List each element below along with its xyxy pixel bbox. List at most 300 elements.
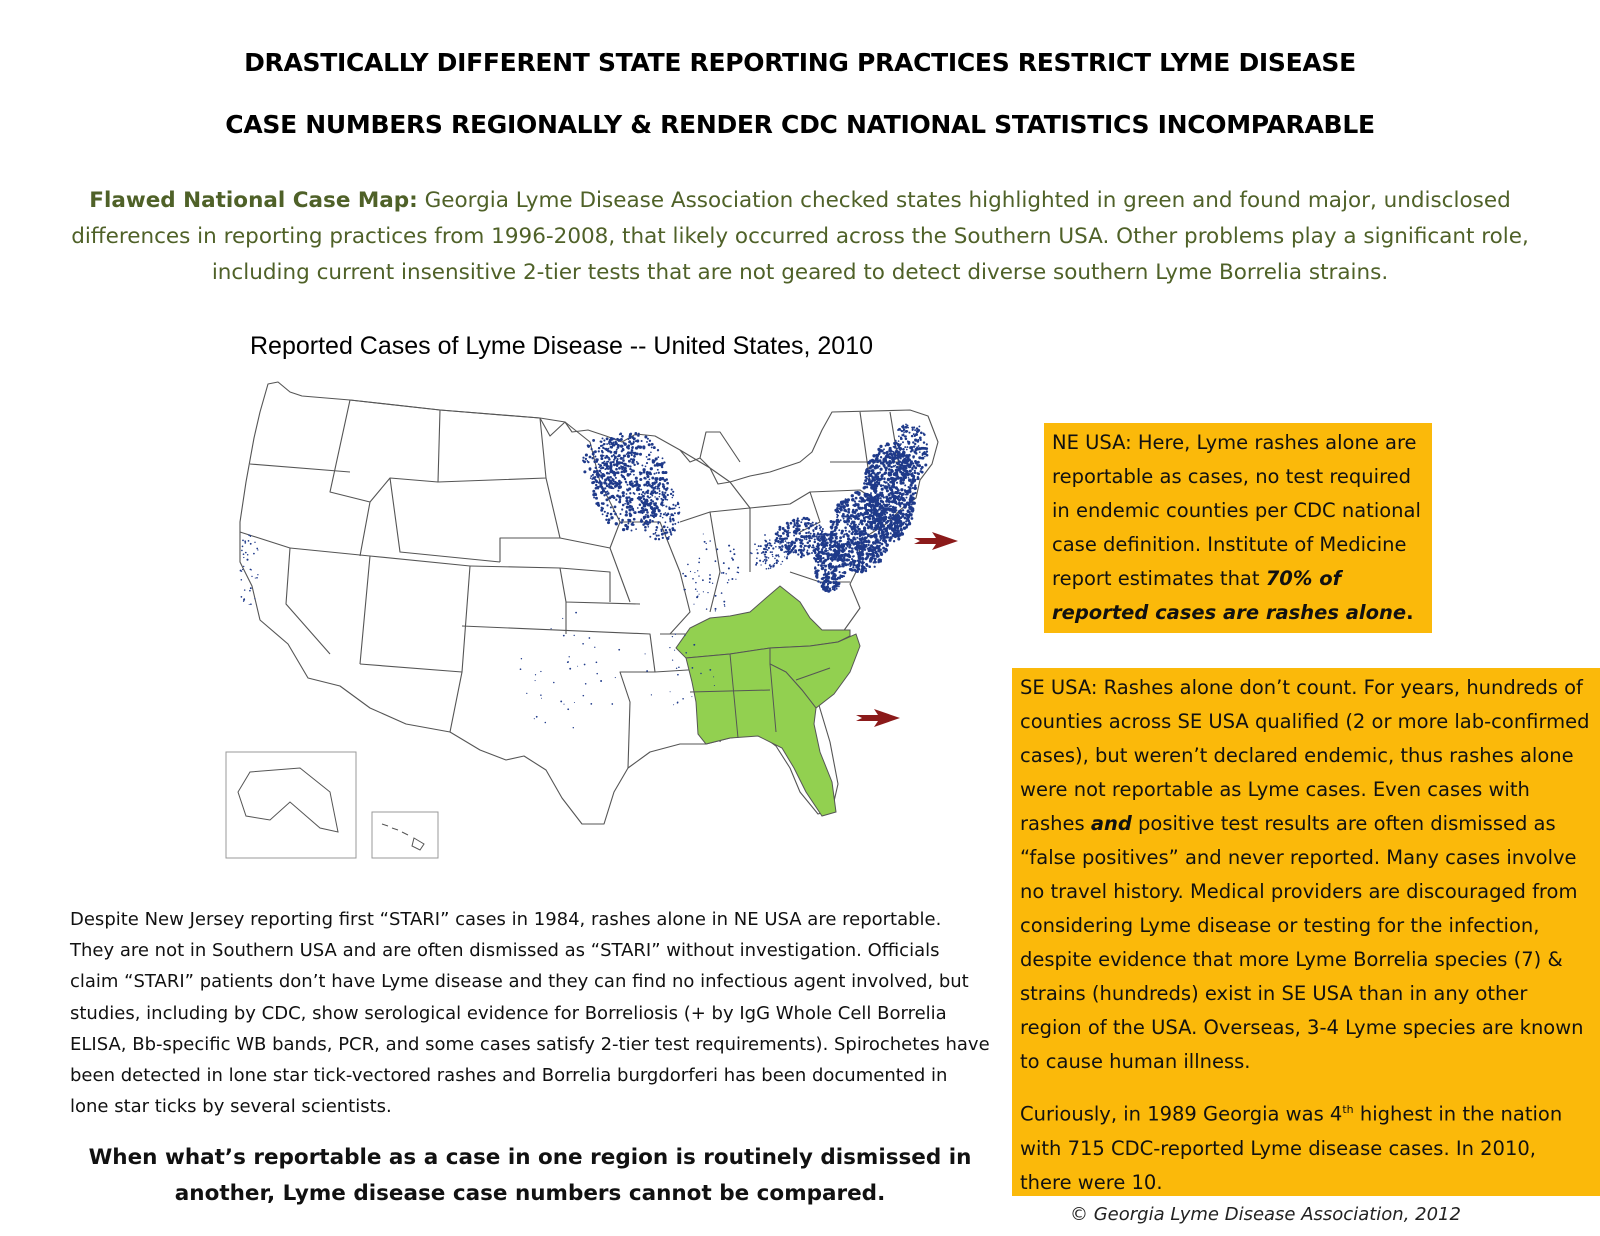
alaska-inset	[226, 752, 356, 858]
case-dot	[904, 460, 906, 462]
case-dot	[872, 552, 874, 554]
case-dot	[858, 507, 861, 510]
case-dot	[888, 493, 891, 496]
case-dot	[818, 547, 820, 549]
case-dot	[569, 668, 571, 670]
case-dot	[693, 644, 695, 646]
case-dot	[678, 507, 680, 509]
case-dot	[658, 472, 660, 474]
case-dot	[913, 426, 915, 428]
case-dot	[833, 569, 836, 572]
case-dot	[883, 550, 885, 552]
case-dot	[613, 463, 616, 466]
case-dot	[779, 543, 780, 544]
case-dot	[913, 433, 915, 435]
case-dot	[866, 468, 868, 470]
case-dot	[908, 511, 911, 514]
case-dot	[615, 477, 617, 479]
case-dot	[850, 518, 852, 520]
case-dot	[250, 543, 252, 545]
case-dot	[644, 435, 647, 438]
case-dot	[654, 508, 656, 510]
case-dot	[829, 541, 832, 544]
case-dot	[847, 516, 850, 519]
case-dot	[644, 501, 646, 503]
case-dot	[610, 467, 612, 469]
case-dot	[659, 490, 661, 492]
case-dot	[715, 560, 717, 562]
case-dot	[871, 527, 873, 529]
case-dot	[795, 532, 798, 535]
case-dot	[665, 478, 668, 481]
case-dot	[667, 499, 669, 501]
case-dot	[674, 512, 676, 514]
case-dot	[869, 494, 872, 497]
case-dot	[655, 492, 657, 494]
case-dot	[899, 444, 901, 446]
case-dot	[805, 532, 807, 534]
case-dot	[640, 510, 643, 513]
case-dot	[628, 440, 631, 443]
case-dot	[904, 503, 908, 507]
case-dot	[703, 591, 704, 592]
case-dot	[256, 548, 258, 550]
case-dot	[613, 496, 616, 499]
case-dot	[843, 571, 846, 574]
case-dot	[817, 580, 819, 582]
case-dot	[827, 554, 830, 557]
case-dot	[649, 479, 651, 481]
case-dot	[620, 445, 623, 448]
case-dot	[664, 472, 666, 474]
case-dot	[813, 531, 815, 533]
case-dot	[615, 452, 617, 454]
case-dot	[622, 492, 624, 494]
case-dot	[867, 520, 870, 523]
case-dot	[645, 653, 646, 654]
case-dot	[786, 548, 787, 549]
case-dot	[803, 517, 806, 520]
case-dot	[697, 591, 698, 592]
case-dot	[768, 568, 770, 570]
case-dot	[885, 485, 888, 488]
case-dot	[639, 478, 642, 481]
case-dot	[920, 468, 922, 470]
case-dot	[904, 446, 906, 448]
case-dot	[642, 495, 645, 498]
case-dot	[868, 478, 871, 481]
case-dot	[730, 550, 732, 552]
case-dot	[872, 462, 874, 464]
case-dot	[657, 485, 660, 488]
case-dot	[861, 497, 864, 500]
case-dot	[661, 533, 664, 536]
case-dot	[594, 647, 595, 648]
case-dot	[618, 480, 621, 483]
case-dot	[602, 466, 605, 469]
case-dot	[816, 554, 818, 556]
case-dot	[868, 565, 871, 568]
case-dot	[620, 457, 623, 460]
case-dot	[842, 513, 845, 516]
case-dot	[889, 488, 892, 491]
case-dot	[617, 446, 620, 449]
case-dot	[787, 542, 789, 544]
case-dot	[650, 514, 652, 516]
case-dot	[672, 523, 674, 525]
case-dot	[649, 440, 651, 442]
case-dot	[890, 466, 892, 468]
case-dot	[789, 551, 791, 553]
case-dot	[638, 493, 640, 495]
case-dot	[699, 594, 700, 595]
case-dot	[626, 493, 628, 495]
case-dot	[825, 548, 827, 550]
case-dot	[616, 438, 619, 441]
case-dot	[911, 463, 913, 465]
case-dot	[914, 443, 916, 445]
case-dot	[896, 469, 899, 472]
case-dot	[685, 652, 687, 654]
case-dot	[588, 446, 590, 448]
case-dot	[856, 533, 859, 536]
case-dot	[592, 474, 594, 476]
case-dot	[879, 508, 881, 510]
case-dot	[781, 545, 782, 546]
case-dot	[598, 463, 600, 465]
case-dot	[842, 565, 844, 567]
case-dot	[840, 506, 843, 509]
case-dot	[817, 561, 819, 563]
case-dot	[842, 575, 844, 577]
case-dot	[786, 557, 788, 559]
case-dot	[895, 477, 898, 480]
case-dot	[586, 460, 588, 462]
case-dot	[654, 515, 657, 518]
case-dot	[895, 450, 898, 453]
case-dot	[669, 519, 671, 521]
case-dot	[249, 590, 251, 592]
case-dot	[665, 505, 667, 507]
case-dot	[702, 579, 704, 581]
case-dot	[241, 550, 243, 552]
case-dot	[591, 457, 593, 459]
case-dot	[896, 457, 899, 460]
case-dot	[786, 530, 789, 533]
case-dot	[641, 493, 643, 495]
case-dot	[674, 650, 675, 651]
case-dot	[666, 537, 668, 539]
case-dot	[646, 462, 648, 464]
case-dot	[879, 445, 882, 448]
case-dot	[906, 449, 908, 451]
case-dot	[811, 552, 813, 554]
case-dot	[685, 575, 687, 577]
case-dot	[823, 574, 825, 576]
case-dot	[915, 440, 917, 442]
case-dot	[910, 513, 912, 515]
case-dot	[769, 565, 771, 567]
case-dot	[886, 512, 888, 514]
case-dot	[909, 446, 912, 449]
case-dot	[832, 586, 834, 588]
case-dot	[243, 566, 244, 567]
case-dot	[593, 493, 596, 496]
case-dot	[619, 485, 622, 488]
case-dot	[638, 484, 641, 487]
case-dot	[600, 680, 602, 682]
case-dot	[621, 475, 624, 478]
case-dot	[889, 447, 891, 449]
case-dot	[606, 485, 609, 488]
case-dot	[682, 698, 684, 700]
case-dot	[678, 522, 680, 524]
case-dot	[832, 521, 835, 524]
case-dot	[912, 480, 915, 483]
map-title: Reported Cases of Lyme Disease -- United States, 2010	[250, 332, 873, 360]
case-dot	[650, 492, 653, 495]
case-dot	[608, 496, 611, 499]
case-dot	[836, 523, 839, 526]
case-dot	[880, 497, 882, 499]
case-dot	[520, 668, 522, 670]
case-dot	[608, 448, 610, 450]
case-dot	[909, 470, 912, 473]
case-dot	[905, 470, 908, 473]
case-dot	[709, 578, 711, 580]
case-dot	[896, 524, 898, 526]
case-dot	[804, 524, 806, 526]
case-dot	[598, 447, 600, 449]
case-dot	[600, 472, 602, 474]
case-dot	[786, 556, 787, 557]
case-dot	[868, 544, 870, 546]
case-dot	[535, 680, 536, 681]
case-dot	[882, 547, 885, 550]
case-dot	[567, 661, 569, 663]
case-dot	[906, 492, 908, 494]
case-dot	[843, 534, 845, 536]
case-dot	[644, 526, 647, 529]
case-dot	[897, 531, 900, 534]
case-dot	[885, 527, 888, 530]
case-dot	[814, 541, 816, 543]
case-dot	[870, 512, 872, 514]
case-dot	[881, 450, 884, 453]
case-dot	[562, 618, 563, 619]
case-dot	[623, 457, 625, 459]
case-dot	[826, 577, 829, 580]
case-dot	[639, 453, 642, 456]
case-dot	[721, 592, 723, 594]
case-dot	[621, 508, 623, 510]
case-dot	[597, 502, 599, 504]
case-dot	[690, 571, 691, 572]
case-dot	[251, 576, 252, 577]
case-dot	[891, 450, 893, 452]
case-dot	[877, 513, 880, 516]
case-dot	[775, 546, 777, 548]
case-dot	[886, 532, 889, 535]
case-dot	[726, 573, 727, 574]
case-dot	[875, 540, 877, 542]
case-dot	[899, 506, 901, 508]
case-dot	[910, 495, 913, 498]
case-dot	[602, 478, 604, 480]
case-dot	[908, 479, 911, 482]
case-dot	[643, 498, 645, 500]
se-p2-superscript: th	[1342, 1103, 1354, 1116]
case-dot	[645, 466, 647, 468]
case-dot	[765, 557, 766, 558]
case-dot	[624, 503, 626, 505]
case-dot	[692, 667, 694, 669]
case-dot	[672, 529, 674, 531]
case-dot	[629, 465, 631, 467]
case-dot	[766, 544, 768, 546]
case-dot	[643, 510, 645, 512]
case-dot	[867, 539, 869, 541]
intro-paragraph	[60, 183, 1540, 291]
case-dot	[772, 556, 773, 557]
case-dot	[844, 527, 847, 530]
case-dot	[914, 472, 917, 475]
case-dot	[692, 578, 694, 580]
case-dot	[871, 475, 873, 477]
case-dot	[610, 513, 613, 516]
case-dot	[646, 670, 648, 672]
case-dot	[861, 568, 863, 570]
se-callout-paragraph-1	[1020, 671, 1592, 1079]
case-dot	[893, 462, 895, 464]
case-dot	[840, 519, 842, 521]
case-dot	[241, 596, 243, 598]
case-dot	[694, 572, 695, 573]
case-dot	[904, 517, 907, 520]
case-dot	[814, 527, 817, 530]
case-dot	[534, 718, 535, 719]
case-dot	[715, 595, 717, 597]
case-dot	[895, 487, 898, 490]
case-dot	[898, 440, 900, 442]
hawaii-inset	[372, 812, 438, 858]
case-dot	[810, 533, 812, 535]
case-dot	[808, 546, 810, 548]
case-dot	[850, 527, 852, 529]
case-dot	[853, 569, 856, 572]
case-dot	[839, 540, 842, 543]
case-dot	[846, 542, 849, 545]
case-dot	[834, 550, 837, 553]
case-dot	[823, 565, 825, 567]
case-dot	[695, 582, 697, 584]
case-dot	[873, 557, 875, 559]
case-dot	[662, 457, 664, 459]
case-dot	[595, 480, 598, 483]
case-dot	[611, 455, 613, 457]
case-dot	[890, 469, 893, 472]
case-dot	[773, 566, 775, 568]
case-dot	[891, 485, 894, 488]
case-dot	[821, 551, 823, 553]
case-dot	[885, 445, 887, 447]
case-dot	[633, 452, 636, 455]
case-dot	[901, 472, 904, 475]
case-dot	[655, 529, 657, 531]
case-dot	[790, 545, 792, 547]
case-dot	[892, 508, 895, 511]
case-dot	[826, 579, 828, 581]
case-dot	[878, 547, 881, 550]
case-dot	[664, 521, 666, 523]
case-dot	[243, 601, 244, 602]
se-p1-part-a: SE USA: Rashes alone don’t count. For years, hundreds of counties across SE USA qualified (2 or more lab-confirmed cases), but weren’t declared endemic, thus rashes alone were not reportable as Lyme cases. Even cases with rashes	[1020, 676, 1590, 835]
case-dot	[869, 547, 872, 550]
case-dot	[700, 673, 701, 674]
intro-lead: Flawed National Case Map:	[89, 188, 418, 213]
case-dot	[721, 572, 722, 573]
case-dot	[789, 548, 791, 550]
case-dot	[837, 541, 839, 543]
case-dot	[654, 538, 657, 541]
case-dot	[857, 517, 860, 520]
case-dot	[770, 545, 772, 547]
case-dot	[898, 435, 900, 437]
case-dot	[812, 544, 814, 546]
case-dot	[644, 529, 646, 531]
case-dot	[883, 452, 886, 455]
case-dot	[816, 545, 818, 547]
case-dot	[802, 543, 804, 545]
case-dot	[635, 447, 638, 450]
case-dot	[856, 491, 860, 495]
case-dot	[654, 533, 656, 535]
case-dot	[911, 517, 914, 520]
case-dot	[875, 543, 877, 545]
case-dot	[607, 450, 610, 453]
case-dot	[883, 481, 885, 483]
case-dot	[567, 708, 569, 710]
case-dot	[624, 468, 626, 470]
case-dot	[869, 515, 871, 517]
case-dot	[884, 533, 886, 535]
case-dot	[824, 571, 826, 573]
case-dot	[670, 493, 672, 495]
case-dot	[827, 550, 829, 552]
case-dot	[703, 533, 704, 534]
case-dot	[868, 503, 871, 506]
case-dot	[852, 543, 855, 546]
case-dot	[629, 451, 632, 454]
case-dot	[899, 467, 901, 469]
case-dot	[675, 505, 677, 507]
case-dot	[633, 474, 635, 476]
case-dot	[822, 528, 824, 530]
case-dot	[872, 498, 874, 500]
us-lyme-case-map	[210, 372, 970, 892]
case-dot	[912, 441, 914, 443]
case-dot	[879, 539, 881, 541]
se-p1-part-b: positive test results are often dismissed as “false positives” and never reported. Many cases involve no travel history. Medical providers are discouraged from considering Lyme disease or testing for the infection, despite evidence that more Lyme Borrelia species (7) & strains (hundreds) exist in SE USA than in any other region of the USA. Overseas, 3-4 Lyme species are known to cause human illness.	[1020, 812, 1584, 1073]
case-dot	[836, 519, 839, 522]
case-dot	[774, 542, 776, 544]
case-dot	[672, 504, 674, 506]
case-dot	[808, 540, 811, 543]
case-dot	[820, 536, 822, 538]
case-dot	[631, 454, 633, 456]
case-dot	[852, 509, 855, 512]
case-dot	[621, 462, 624, 465]
